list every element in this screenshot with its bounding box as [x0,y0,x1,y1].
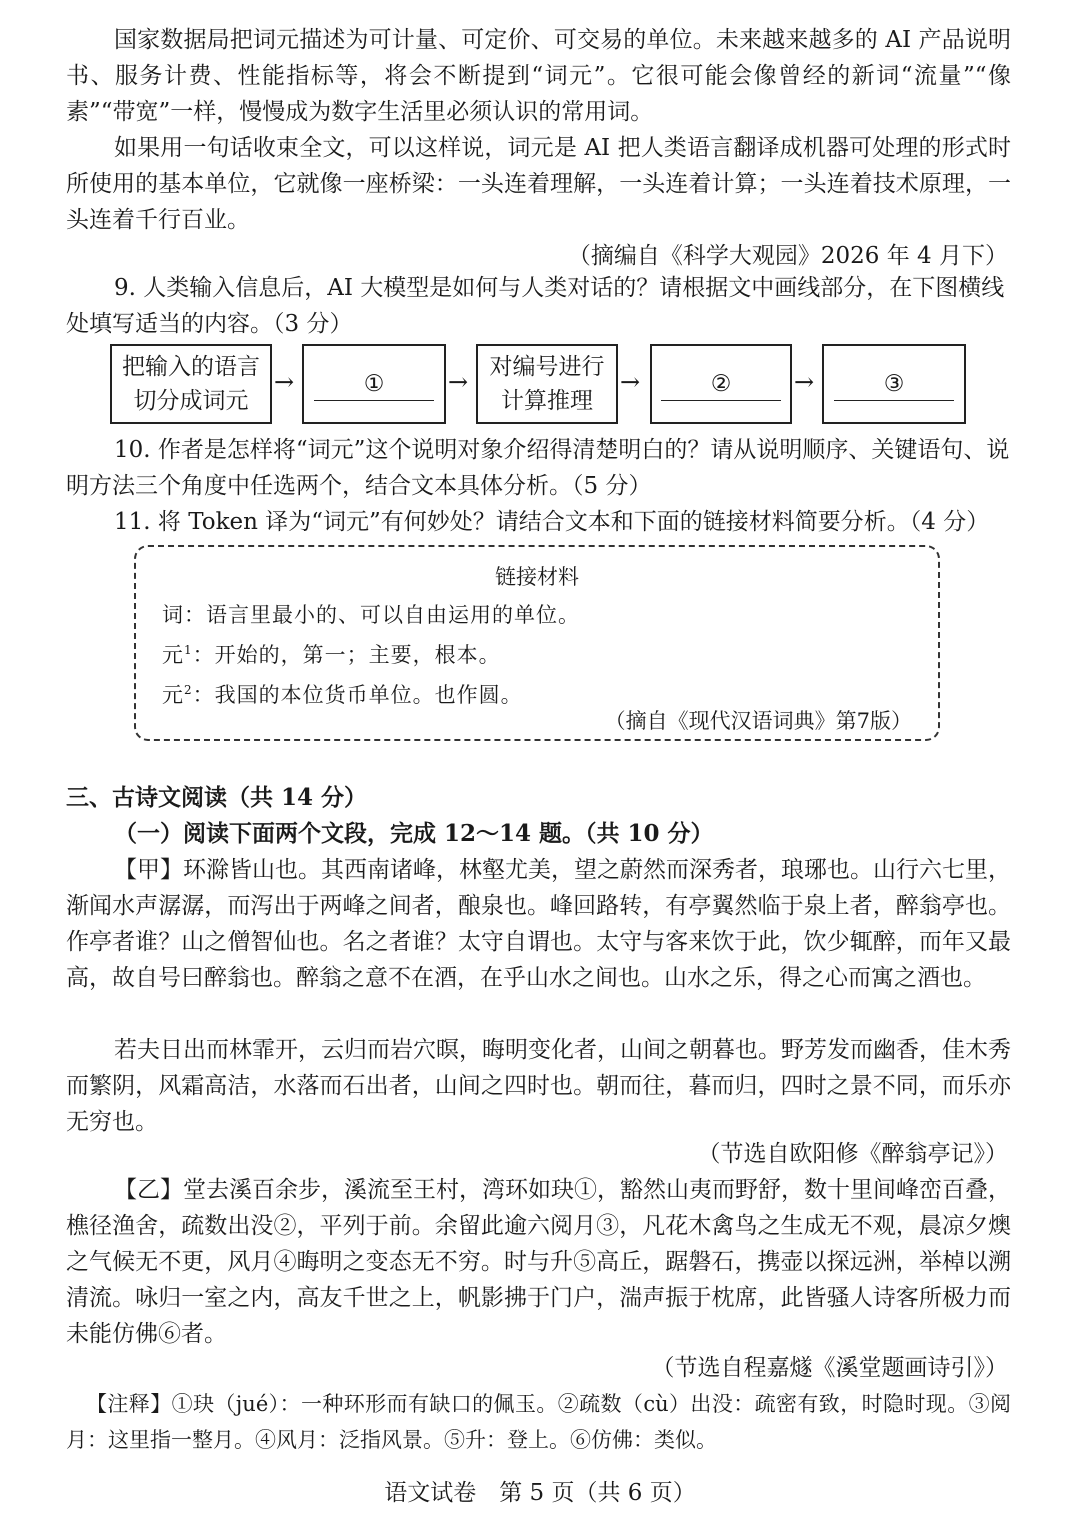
annotations: 【注释】①玦（jué）：一种环形而有缺口的佩玉。②疏数（cù）出没：疏密有致，时隐时现。③阅月：这里指一整月。④风月：泛指风景。⑤升：登上。⑥仿佛：类似。 [66,1392,1011,1452]
flow-box-compute-text: 对编号进行计算推理 [489,354,605,414]
flow-blank-3-label: ③ [834,368,954,401]
flow-blank-1-label: ① [314,368,434,401]
link-line-2-sup: 1 [184,643,193,657]
flow-arrow-1: → [274,368,295,396]
jia-paragraph-2: 若夫日出而林霏开，云归而岩穴暝，晦明变化者，山间之朝暮也。野芳发而幽香，佳木秀而繁阴，风霜高洁，水落而石出者，山间之四时也。朝而往，暮而归，四时之景不同，而乐亦无穷也。 [66,1037,1011,1135]
flow-blank-1[interactable] [302,344,446,424]
intro-paragraph-2: 如果用一句话收束全文，可以这样说，词元是 AI 把人类语言翻译成机器可处理的形式时所使用的基本单位，它就像一座桥梁：一头连着理解，一头连着计算；一头连着技术原理，一头连着千行百业。 [66,135,1011,233]
intro-paragraph-1: 国家数据局把词元描述为可计量、可定价、可交易的单位。未来越来越多的 AI 产品说明书、服务计费、性能指标等，将会不断提到“词元”。它很可能会像曾经的新词“流量”“像素”“带宽”一样，慢慢成为数字生活里必须认识的常用词。 [66,27,1011,125]
jia-paragraph-1: 【甲】环滁皆山也。其西南诸峰，林壑尤美，望之蔚然而深秀者，琅琊也。山行六七里，渐闻水声潺潺，而泻出于两峰之间者，酿泉也。峰回路转，有亭翼然临于泉上者，醉翁亭也。作亭者谁？山之僧智仙也。名之者谁？太守自谓也。太守与客来饮于此，饮少辄醉，而年又最高，故自号曰醉翁也。醉翁之意不在酒，在乎山水之间也。山水之乐，得之心而寓之酒也。 [66,857,1011,991]
link-material-title: 链接材料 [495,565,579,589]
flow-blank-2-label: ② [661,368,781,401]
flow-blank-2[interactable] [650,344,792,424]
intro-source: （摘编自《科学大观园》2026 年 4 月下） [567,243,1008,269]
link-material-source: （摘自《现代汉语词典》第7版） [604,709,912,733]
flow-diagram [110,344,970,426]
link-line-3-body: ：我国的本位货币单位。也作圆。 [192,683,523,707]
section-3-sub-1: （一）阅读下面两个文段，完成 12～14 题。（共 10 分） [114,820,714,847]
link-material-line-1: 词：语言里最小的、可以自由运用的单位。 [162,603,580,627]
link-line-3-head: 元 [162,683,184,707]
link-line-2-body: ：开始的，第一；主要，根本。 [192,643,501,667]
flow-arrow-4: → [794,368,815,396]
link-line-2-head: 元 [162,643,184,667]
flow-box-compute [476,344,618,424]
section-3-title: 三、古诗文阅读（共 14 分） [66,784,368,811]
flow-arrow-3: → [620,368,641,396]
page-footer: 语文试卷 第 5 页（共 6 页） [384,1480,696,1506]
link-material-box [134,545,940,741]
yi-paragraph-1: 【乙】堂去溪百余步，溪流至王村，湾环如玦①，豁然山夷而野舒，数十里间峰峦百叠，樵径渔舍，疏数出没②，平列于前。余留此逾六阅月③，凡花木禽鸟之生成无不观，晨凉夕燠之气候无不更，风月④晦明之变态无不穷。时与升⑤高丘，踞磐石，携壶以探远洲，举棹以溯清流。咏归一室之内，高友千世之上，帆影拂于门户，湍声振于枕席，此皆骚人诗客所极力而未能仿佛⑥者。 [66,1177,1011,1347]
question-11: 11. 将 Token 译为“词元”有何妙处？请结合文本和下面的链接材料简要分析。（4 分） [114,509,990,535]
flow-arrow-2: → [448,368,469,396]
link-line-3-sup: 2 [184,683,193,697]
yi-source: （节选自程嘉燧《溪堂题画诗引》） [651,1355,1008,1381]
question-10: 10. 作者是怎样将“词元”这个说明对象介绍得清楚明白的？请从说明顺序、关键语句、说明方法三个角度中任选两个，结合文本具体分析。（5 分） [66,437,1010,499]
flow-box-split [110,344,272,424]
question-9: 9. 人类输入信息后，AI 大模型是如何与人类对话的？请根据文中画线部分，在下图横线处填写适当的内容。（3 分） [66,275,1005,337]
jia-source: （节选自欧阳修《醉翁亭记》） [697,1141,1008,1167]
link-material-line-3 [162,679,523,709]
link-material-line-2 [162,639,501,669]
flow-box-split-text: 把输入的语言切分成词元 [122,354,260,414]
flow-blank-3[interactable] [822,344,966,424]
